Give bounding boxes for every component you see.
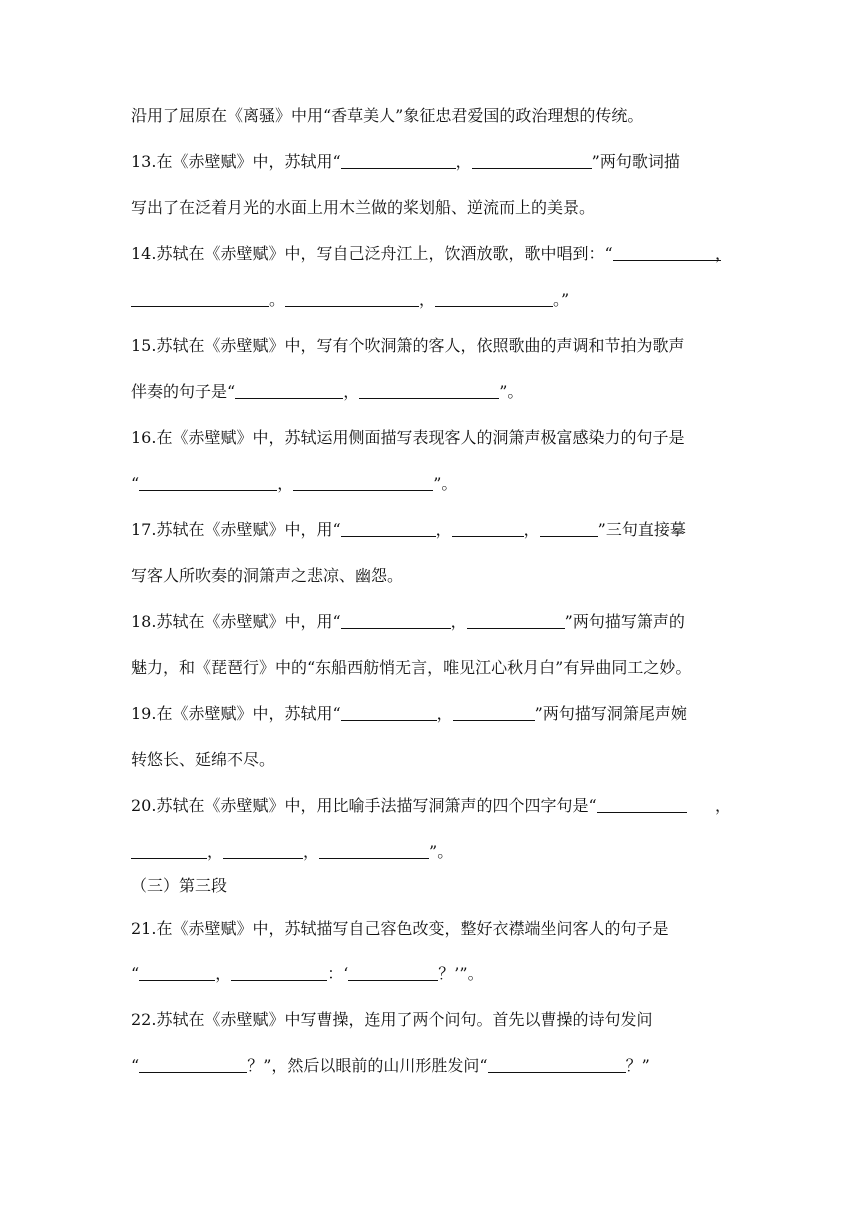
text: ”。 [433,474,458,493]
text-line [131,564,731,588]
question-14 [131,242,731,266]
question-18 [131,610,731,634]
text-line [131,1054,731,1078]
text: ， [277,474,294,493]
answer-blank[interactable] [540,520,598,537]
text: ， [455,152,472,171]
text: ”三句直接摹 [597,520,686,539]
text-line [131,840,731,864]
answer-blank[interactable] [613,244,721,261]
text: ”两句描写洞箫尾声婉 [534,704,687,723]
answer-blank[interactable] [341,612,451,629]
text: 20.苏轼在《赤壁赋》中，用比喻手法描写洞箫声的四个四字句是“ [131,796,597,815]
text-line [131,962,731,986]
text: ， [343,382,360,401]
text: ， [714,796,731,815]
text: 魅力，和《琵琶行》中的“东船西舫悄无言，唯见江心秋月白”有异曲同工之妙。 [131,658,692,677]
answer-blank[interactable] [319,842,429,859]
answer-blank[interactable] [341,704,437,721]
answer-blank[interactable] [435,290,553,307]
text: ， [435,520,452,539]
text: “ [131,1056,140,1075]
text-line [131,656,731,680]
answer-blank[interactable] [359,382,499,399]
text-line [131,104,731,128]
text: 15.苏轼在《赤壁赋》中，写有个吹洞箫的客人，依照歌曲的声调和节拍为歌声 [131,336,685,355]
text: 。” [553,290,570,309]
text-line [131,380,731,404]
text: ：‘ [327,964,349,983]
question-19 [131,702,731,726]
text: 写客人所吹奏的洞箫声之悲凉、幽怨。 [131,566,404,585]
text-line [131,748,731,772]
text: 伴奏的句子是“ [131,382,236,401]
text: 13.在《赤壁赋》中，苏轼用“ [131,152,341,171]
answer-blank[interactable] [452,520,524,537]
text: ， [207,842,224,861]
text-line [131,288,731,312]
answer-blank[interactable] [139,964,215,981]
text: 18.苏轼在《赤壁赋》中，用“ [131,612,341,631]
answer-blank[interactable] [341,520,436,537]
answer-blank[interactable] [223,842,303,859]
text: “ [131,964,140,983]
text: （三）第三段 [131,876,228,895]
text: ， [450,612,467,631]
text: ， [436,704,453,723]
question-20 [131,794,731,818]
text-line [131,472,731,496]
answer-blank[interactable] [341,152,456,169]
text: ？”，然后以眼前的山川形胜发问“ [247,1056,488,1075]
answer-blank[interactable] [131,842,207,859]
question-21 [131,917,731,941]
text: 17.苏轼在《赤壁赋》中，用“ [131,520,341,539]
text: 22.苏轼在《赤壁赋》中写曹操，连用了两个问句。首先以曹操的诗句发问 [131,1010,653,1029]
question-22 [131,1008,731,1032]
answer-blank[interactable] [231,964,327,981]
answer-blank[interactable] [139,1056,247,1073]
text: ， [303,842,320,861]
text-line [131,196,731,220]
answer-blank[interactable] [139,474,277,491]
text: ”两句歌词描 [591,152,680,171]
text: ？” [625,1056,650,1075]
text: ”两句描写箫声的 [564,612,685,631]
text: “ [131,474,140,493]
text: 21.在《赤壁赋》中，苏轼描写自己容色改变，整好衣襟端坐问客人的句子是 [131,919,669,938]
text: ？’”。 [438,964,484,983]
text: ， [714,244,731,263]
text: 写出了在泛着月光的水面上用木兰做的桨划船、逆流而上的美景。 [131,198,596,217]
question-15 [131,334,731,358]
text: 14.苏轼在《赤壁赋》中，写自己泛舟江上，饮酒放歌，歌中唱到：“ [131,244,613,263]
answer-blank[interactable] [597,796,687,813]
answer-blank[interactable] [293,474,433,491]
text: ， [215,964,232,983]
question-16 [131,426,731,450]
text: 16.在《赤壁赋》中，苏轼运用侧面描写表现客人的洞箫声极富感染力的句子是 [131,428,685,447]
text: ， [523,520,540,539]
answer-blank[interactable] [467,612,565,629]
text: 。 [269,290,286,309]
text: 转悠长、延绵不尽。 [131,750,276,769]
answer-blank[interactable] [285,290,419,307]
text: ”。 [499,382,524,401]
text: ”。 [429,842,454,861]
answer-blank[interactable] [472,152,592,169]
section-heading [131,874,731,898]
answer-blank[interactable] [453,704,535,721]
text: 沿用了屈原在《离骚》中用“香草美人”象征忠君爱国的政治理想的传统。 [131,106,644,125]
answer-blank[interactable] [131,290,269,307]
answer-blank[interactable] [348,964,438,981]
text: ， [419,290,436,309]
question-17 [131,518,731,542]
text: 19.在《赤壁赋》中，苏轼用“ [131,704,341,723]
question-13 [131,150,731,174]
answer-blank[interactable] [235,382,343,399]
answer-blank[interactable] [488,1056,626,1073]
